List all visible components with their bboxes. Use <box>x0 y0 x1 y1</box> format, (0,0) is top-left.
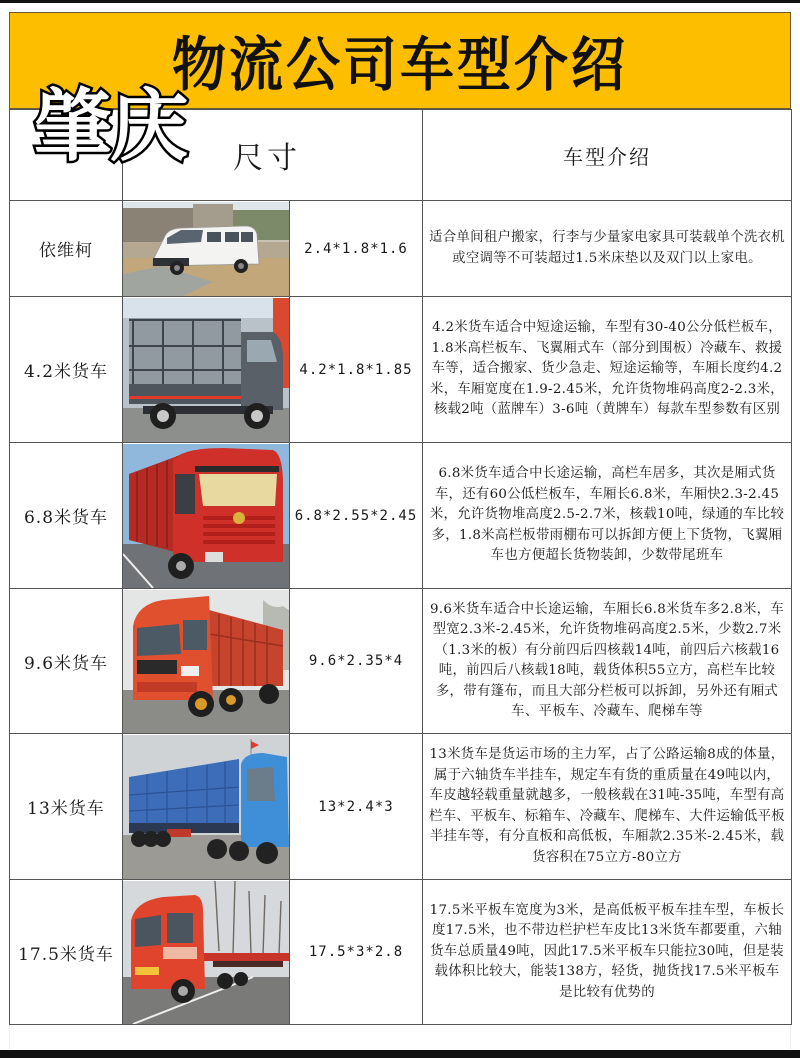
vehicle-name: 4.2米货车 <box>10 297 123 443</box>
vehicle-photo-cell <box>123 734 290 880</box>
blue-semi-trailer-photo <box>123 735 289 879</box>
orange-heavy-truck-photo <box>123 590 289 733</box>
vehicle-name: 9.6米货车 <box>10 589 123 734</box>
table-row <box>10 443 792 589</box>
vehicle-description: 17.5米平板车宽度为3米，是高低板平板车挂车型，车板长度17.5米，也不带边栏护栏车皮比13米货车都要重，六轴货车总质量49吨，因此17.5米平板车只能拉30吨，但是装载体积比较大，能装138方，轻货，抛货找17.5米平板车是比较有优势的 <box>423 880 792 1025</box>
vehicle-photo-cell <box>123 297 290 443</box>
vehicle-size: 6.8*2.55*2.45 <box>290 443 423 589</box>
vehicle-description: 13米货车是货运市场的主力军，占了公路运输8成的体量，属于六轴货车半挂车，规定车有货的重质量在49吨以内，车皮越轻载重量就越多，一般核载在31吨-35吨，车型有高栏车、平板车、标箱车、冷藏车、爬梯车、大件运输低平板半挂车等，有分直板和高低板，车厢款2.35米-2.45米，载货容积在75立方-80立方 <box>423 734 792 880</box>
vehicle-description: 6.8米货车适合中长途运输，高栏车居多，其次是厢式货车，还有60公低栏板车，车厢长6.8米，车厢快2.3-2.45米，允许货物堆高度2.5-2.7米，核载10吨，绿通的车比较多，1.8米高栏板带雨棚布可以拆卸方便上下货物，飞翼厢车也方便超长货物装卸，少数带尾班车 <box>423 443 792 589</box>
vehicle-name: 依维柯 <box>10 201 123 297</box>
red-medium-truck-photo <box>123 444 289 588</box>
vehicle-description: 适合单间租户搬家，行李与少量家电家具可装载单个洗衣机或空调等不可装超过1.5米床垫以及双门以上家电。 <box>423 201 792 297</box>
page-title: 物流公司车型介绍 <box>172 30 628 99</box>
table-row <box>10 589 792 734</box>
vehicle-photo-cell <box>123 589 290 734</box>
table-row <box>10 734 792 880</box>
vehicle-size: 4.2*1.8*1.85 <box>290 297 423 443</box>
header-intro-cell: 车型介绍 <box>423 110 792 201</box>
vehicle-size: 17.5*3*2.8 <box>290 880 423 1025</box>
white-van-photo <box>123 202 289 296</box>
vehicle-name: 13米货车 <box>10 734 123 880</box>
vehicle-size: 9.6*2.35*4 <box>290 589 423 734</box>
header-size-cell: 尺寸 <box>123 110 423 201</box>
vehicle-table <box>9 109 792 1025</box>
vehicle-photo-cell <box>123 880 290 1025</box>
vehicle-size: 2.4*1.8*1.6 <box>290 201 423 297</box>
below-table-spacer <box>9 1025 791 1049</box>
top-edge-bar <box>0 0 800 3</box>
red-flatbed-trailer-photo <box>123 881 289 1024</box>
vehicle-name: 17.5米货车 <box>10 880 123 1025</box>
vehicle-name: 6.8米货车 <box>10 443 123 589</box>
vehicle-description: 4.2米货车适合中短途运输，车型有30-40公分低栏板车，1.8米高栏板车、飞翼厢式车（部分到围板）冷藏车、救援车等，适合搬家、货少急走、短途运输等，车厢长度约4.2米，车厢宽度在1.9-2.45米，允许货物堆码高度2-2.3米，核载2吨（蓝牌车）3-6吨（黄牌车）每款车型参数有区别 <box>423 297 792 443</box>
table-row <box>10 880 792 1025</box>
city-overlay-label: 肇庆 <box>34 82 187 172</box>
gray-light-truck-photo <box>123 298 289 442</box>
vehicle-photo-cell <box>123 201 290 297</box>
table-row <box>10 297 792 443</box>
vehicle-photo-cell <box>123 443 290 589</box>
bottom-edge-bar <box>0 1050 800 1058</box>
vehicle-description: 9.6米货车适合中长途运输，车厢长6.8米货车多2.8米，车型宽2.3米-2.45米，允许货物堆码高度2.5米，少数2.7米（1.3米的板）有分前四后四核载14吨，前四后六核载16吨，前四后八核载18吨，载货体积55立方，高栏车比较多，带有篷布，而且大部分栏板可以拆卸，另外还有厢式车、平板车、冷藏车、爬梯车等 <box>423 589 792 734</box>
table-row <box>10 201 792 297</box>
vehicle-size: 13*2.4*3 <box>290 734 423 880</box>
